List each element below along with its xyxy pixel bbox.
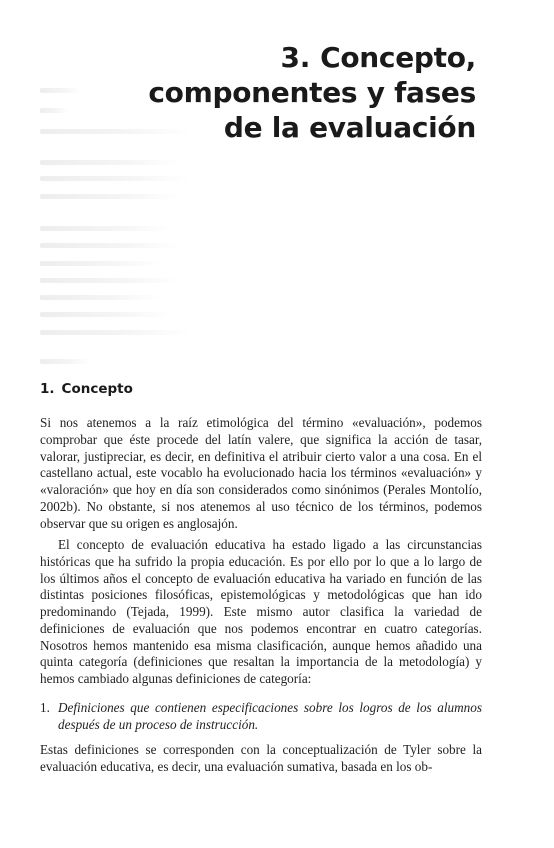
chapter-title: [116, 40, 476, 145]
chapter-title-line-2: componentes y fases: [148, 76, 476, 109]
list-item: [40, 700, 482, 734]
chapter-number: 3.: [280, 41, 311, 74]
section-title: Concepto: [61, 381, 133, 397]
body-paragraph-2: El concepto de evaluación educativa ha estado ligado a las circunstancias históricas que ha sufrido la propia educación. Es por ello por lo que a lo largo de los últimos años el concepto de evaluación educativa ha variado en función de las distintas posiciones filosóficas, epistemológicas y metodológicas que han ido predominando (Tejada, 1999). Este mismo autor clasifica la variedad de definiciones de evaluación que nos podemos encontrar en cuatro categorías. Nosotros hemos mantenido esa misma clasificación, aunque hemos añadido una quinta categoría (definiciones que resaltan la importancia de la metodología) y hemos cambiado algunas definiciones de categoría:: [40, 537, 482, 686]
chapter-title-line-1: 3. Concepto,: [280, 41, 476, 74]
section-number: 1.: [40, 381, 55, 397]
list-item-number: 1.: [40, 700, 50, 715]
body-paragraph-3: Estas definiciones se corresponden con la conceptualización de Tyler sobre la evaluación educativa, es decir, una evaluación sumativa, basada en los ob-: [40, 742, 482, 774]
list-item-text: Definiciones que contienen especificaciones sobre los logros de los alumnos después de un proceso de instrucción.: [58, 700, 482, 732]
chapter-title-line-3: de la evaluación: [223, 111, 476, 144]
section-heading: [40, 381, 133, 397]
body-paragraph-1: Si nos atenemos a la raíz etimológica del término «evaluación», podemos comprobar que éste procede del latín valere, que significa la acción de tasar, valorar, justipreciar, es decir, en definitiva el atribuir cierto valor a una cosa. En el castellano actual, este vocablo ha evolucionado hacia los términos «evaluación» y «valoración» que hoy en día son considerados como sinónimos (Perales Montolío, 2002b). No obstante, si nos atenemos al uso técnico de los términos, podemos observar que su origen es anglosajón.: [40, 415, 482, 531]
